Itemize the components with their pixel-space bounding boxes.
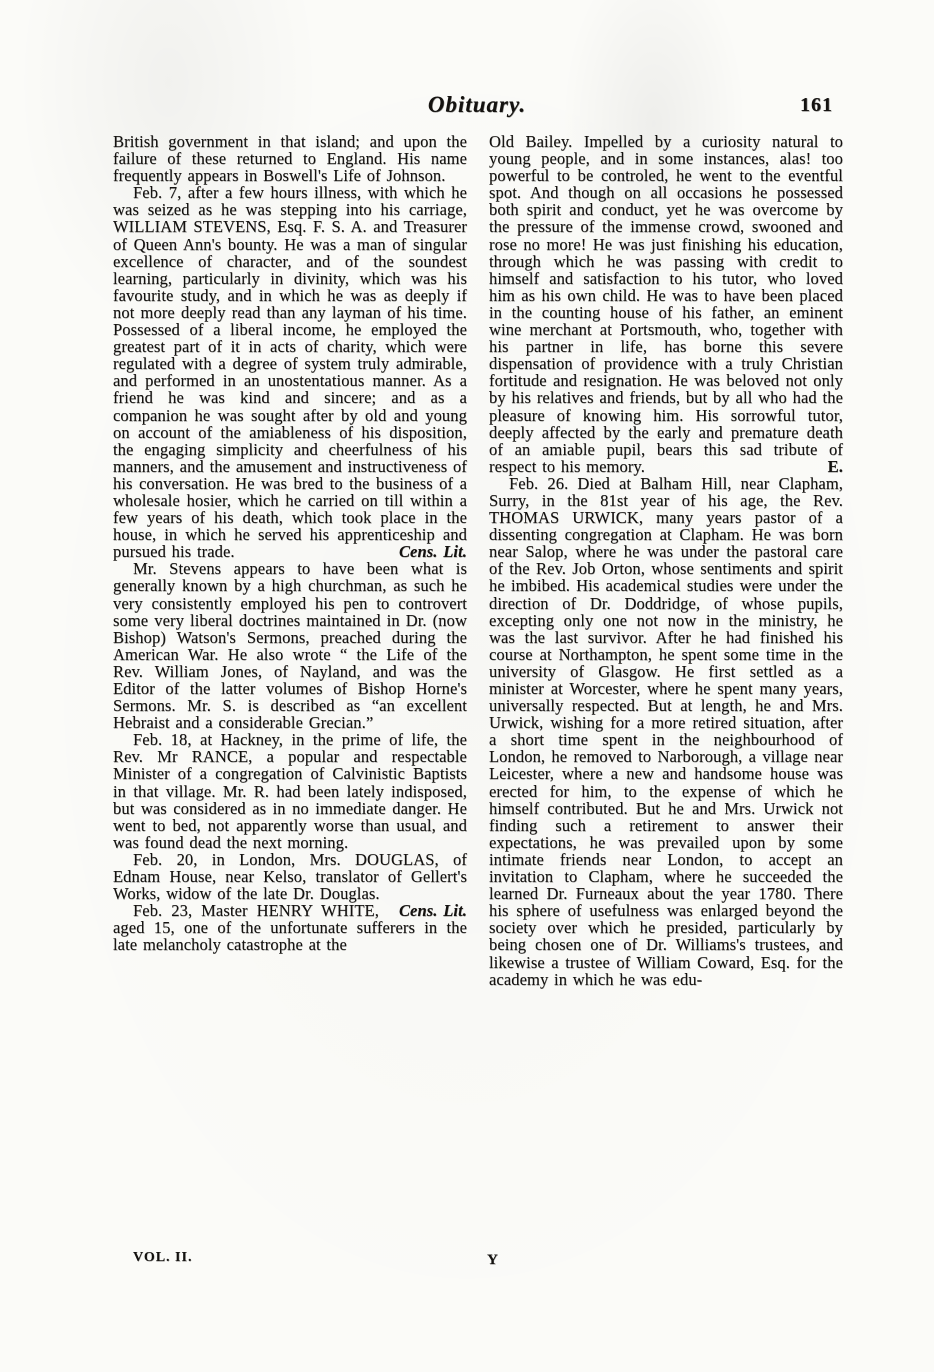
- paragraph-text: Feb. 20, in London, Mrs. DOUGLAS, of Ednam House, near Kelso, translator of Gellert's Works, widow of the late Dr. Douglas.: [113, 849, 467, 904]
- attribution: Cens. Lit.: [398, 901, 467, 921]
- paragraph-text: Feb. 23, Master HENRY WHITE, aged 15, one of the unfortunate sufferers in the late melancholy catastrophe at the: [113, 901, 467, 955]
- paragraph-text: British government in that island; and upon the failure of these returned to England. His name frequently appears in Boswell's Life of Johnson.: [113, 132, 467, 186]
- paragraph-text: Feb. 26. Died at Balham Hill, near Clapham, Surry, in the 81st year of his age, the Rev. THOMAS URWICK, many years pastor of a dissenting congregation at Clapham. He was born near Salop, where he was under the pastoral care of the Rev. Job Orton, whose sentiments and spirit he imbibed. His academical studies were under the direction of Dr. Doddridge, of whose pupils, excepting only one not now in the ministry, he was the last survivor. After he had finished his course at Northampton, he spent some time in the university of Glasgow. He first settled as a minister at Worcester, where he spent many years, universally respected. But at length, he and Mrs. Urwick, wishing for a more retired situation, after a short time spent in the neighbourhood of London, he removed to Narborough, a village near Leicester, where a new and handsome house was erected for him, to the expense of which he himself contributed. But he and Mrs. Urwick not finding such a retirement to answer their expectations, he was prevailed upon by some intimate friends near London, to accept an invitation to Clapham, where he succeeded the learned Dr. Furneaux about the year 1780. There his sphere of usefulness was enlarged beyond the society over which he presided, particularly by being chosen one of Dr. Williams's trustees, and likewise a trustee of William Coward, Esq. for the academy in which he was edu-: [489, 473, 843, 989]
- volume-signature: VOL. II.: [133, 1250, 193, 1265]
- paragraph: [489, 475, 843, 988]
- page-title: Obituary.: [427, 92, 527, 117]
- text-columns: [113, 133, 843, 988]
- paragraph-text: Feb. 7, after a few hours illness, with which he was seized as he was stepping into his carriage, WILLIAM STEVENS, Esq. F. S. A. and Treasurer of Queen Ann's bounty. He was a man of singular excellence of character, and of the soundest learning, particularly in divinity, which was his favourite study, and in which he was as deeply if not more deeply read than any layman of his time. Possessed of a liberal income, he employed the greatest part of it in acts of charity, which were regulated with a degree of system truly admirable, and performed in an unostentatious manner. As a friend he was kind and sincere; and as a companion he was sought after by old and young on account of the amiableness of his disposition, the engaging simplicity and cheerfulness of his manners, and the amusement and instructiveness of his conversation. He was bred to the business of a wholesale hosier, which he carried on till within a few years of his death, which took place in the house, in which he served his apprenticeship and pursued his trade.: [113, 183, 467, 562]
- left-column: [113, 133, 467, 988]
- page-number: 161: [800, 94, 833, 116]
- attribution: Cens. Lit.: [398, 542, 467, 562]
- paragraph: [489, 133, 843, 475]
- attribution: E.: [827, 456, 843, 476]
- paragraph: [113, 184, 467, 560]
- catchword: Y: [487, 1252, 498, 1268]
- paragraph: [113, 731, 467, 851]
- running-head: [113, 92, 841, 122]
- right-column: [489, 133, 843, 988]
- paragraph-text: Feb. 18, at Hackney, in the prime of life, the Rev. Mr RANCE, a popular and respectable Minister of a congregation of Calvinistic Baptists in that village. Mr. R. had been lately indisposed, but was considered as in no immediate danger. He went to bed, not apparently worse than usual, and was found dead the next morning.: [113, 730, 467, 852]
- paragraph-text: Old Bailey. Impelled by a curiosity natural to young people, and in some instances, alas! too powerful to be controled, he went to the eventful spot. And though on all occasions he possessed both spirit and conduct, yet he was overcome by the pressure of the immense crowd, swooned and rose no more! He was just finishing his education, through which he was passing with credit to himself and satisfaction to his tutor, who loved him as his own child. He was to have been placed in the counting house of his father, an eminent wine merchant at Portsmouth, who, together with his partner in life, has borne this severe dispensation of providence with a truly Christian fortitude and resignation. He was beloved not only by his relatives and friends, but by all who had the pleasure of knowing him. His sorrowful tutor, deeply affected by the early and premature death of an amiable pupil, bears this sad tribute of respect to his memory.: [489, 132, 843, 476]
- paragraph-text: Mr. Stevens appears to have been what is generally known by a high churchman, as such he very consistently employed his pen to controvert some very liberal doctrines maintained in Dr. (now Bishop) Watson's Sermons, preached during the American War. He also wrote “ the Life of the Rev. William Jones, of Nayland, and was the Editor of the latter volumes of Bishop Horne's Sermons. Mr. S. is described as “an excellent Hebraist and a considerable Grecian.”: [113, 559, 467, 733]
- paragraph: [113, 133, 467, 184]
- paragraph: [113, 560, 467, 731]
- paragraph: [113, 849, 467, 921]
